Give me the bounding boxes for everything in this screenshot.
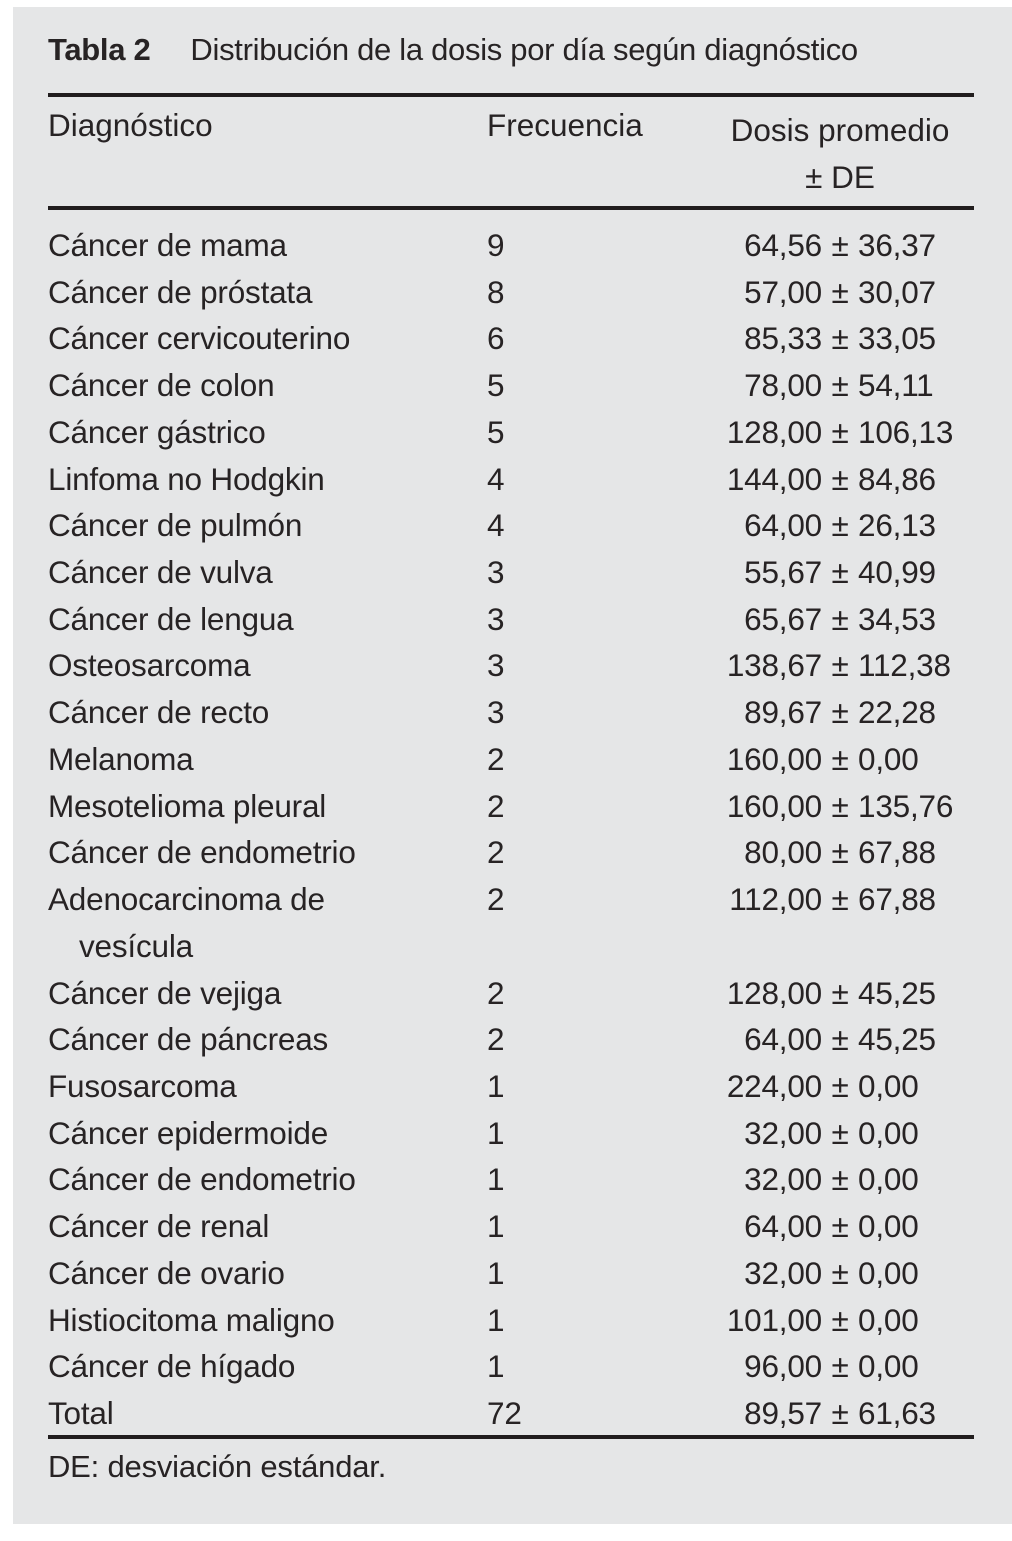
column-header-dosis-line1: Dosis promedio <box>730 112 950 148</box>
cell-dosis-promedio: 32,00 <box>744 1254 822 1291</box>
column-header-frecuencia: Frecuencia <box>487 107 643 143</box>
column-header-diagnostico: Diagnóstico <box>48 107 213 143</box>
cell-dosis-promedio: 57,00 <box>744 273 822 310</box>
cell-desviacion-estandar: 33,05 <box>858 320 936 357</box>
cell-diagnostico: Total <box>48 1394 114 1431</box>
table-number: Tabla 2 <box>48 32 151 67</box>
table-panel <box>13 7 1012 1524</box>
table-row <box>48 549 974 596</box>
cell-desviacion-estandar: 0,00 <box>858 1067 919 1104</box>
table-caption: Distribución de la dosis por día según diagnóstico <box>190 32 858 67</box>
cell-desviacion-estandar: 0,00 <box>858 1114 919 1151</box>
table-row <box>48 1203 974 1250</box>
cell-diagnostico: Cáncer de próstata <box>48 273 313 310</box>
table-footnote: DE: desviación estándar. <box>48 1449 387 1484</box>
cell-dosis-promedio: 78,00 <box>744 367 822 404</box>
cell-plus-minus-sign: ± <box>831 1394 849 1431</box>
cell-desviacion-estandar: 36,37 <box>858 227 936 263</box>
cell-dosis-promedio: 144,00 <box>726 460 822 497</box>
table-row <box>48 1063 974 1110</box>
cell-frecuencia: 5 <box>487 413 505 450</box>
cell-desviacion-estandar: 112,38 <box>858 647 951 684</box>
cell-plus-minus-sign: ± <box>831 787 849 824</box>
cell-plus-minus-sign: ± <box>831 881 849 918</box>
cell-dosis-promedio: 128,00 <box>726 413 822 450</box>
cell-diagnostico: Linfoma no Hodgkin <box>48 460 325 497</box>
cell-plus-minus-sign: ± <box>831 647 849 684</box>
cell-dosis-promedio: 96,00 <box>744 1348 822 1385</box>
cell-diagnostico-line2: vesícula <box>79 927 193 964</box>
cell-frecuencia: 2 <box>487 974 505 1011</box>
table-row <box>48 689 974 736</box>
cell-desviacion-estandar: 45,25 <box>858 974 936 1011</box>
cell-diagnostico: Adenocarcinoma de <box>48 881 325 918</box>
cell-dosis-promedio: 160,00 <box>726 740 822 777</box>
cell-frecuencia: 3 <box>487 554 505 591</box>
cell-diagnostico: Cáncer de hígado <box>48 1348 296 1385</box>
cell-frecuencia: 2 <box>487 834 505 871</box>
cell-diagnostico: Osteosarcoma <box>48 647 251 684</box>
cell-diagnostico: Cáncer de ovario <box>48 1254 285 1291</box>
cell-dosis-promedio: 138,67 <box>726 647 822 684</box>
cell-plus-minus-sign: ± <box>831 740 849 777</box>
cell-dosis-promedio: 65,67 <box>744 600 822 637</box>
cell-plus-minus-sign: ± <box>831 320 849 357</box>
cell-plus-minus-sign: ± <box>831 1114 849 1151</box>
table-row <box>48 1016 974 1063</box>
cell-plus-minus-sign: ± <box>831 1161 849 1198</box>
cell-diagnostico: Cáncer de colon <box>48 367 275 404</box>
cell-diagnostico: Cáncer de lengua <box>48 600 294 637</box>
cell-diagnostico: Melanoma <box>48 740 194 777</box>
rule-below-header <box>48 206 974 210</box>
table-row <box>48 1156 974 1203</box>
table-row <box>48 315 974 362</box>
cell-plus-minus-sign: ± <box>831 834 849 871</box>
cell-diagnostico: Cáncer de renal <box>48 1208 270 1245</box>
cell-diagnostico: Fusosarcoma <box>48 1067 237 1104</box>
cell-frecuencia: 6 <box>487 320 505 357</box>
cell-desviacion-estandar: 67,88 <box>858 881 936 918</box>
cell-dosis-promedio: 89,67 <box>744 694 822 731</box>
table-row <box>48 502 974 549</box>
cell-diagnostico: Cáncer de pulmón <box>48 507 303 544</box>
cell-dosis-promedio: 224,00 <box>726 1067 822 1104</box>
cell-diagnostico: Cáncer de recto <box>48 694 270 731</box>
cell-frecuencia: 3 <box>487 694 505 731</box>
cell-frecuencia: 2 <box>487 1021 505 1058</box>
cell-frecuencia: 1 <box>487 1348 505 1385</box>
cell-frecuencia: 3 <box>487 600 505 637</box>
cell-diagnostico: Cáncer de páncreas <box>48 1021 329 1058</box>
table-row <box>48 783 974 830</box>
column-header-dosis-line2: ± DE <box>805 158 875 195</box>
table-row <box>48 1110 974 1157</box>
table-row <box>48 362 974 409</box>
cell-diagnostico: Cáncer de endometrio <box>48 1161 356 1198</box>
table-row <box>48 1250 974 1297</box>
cell-plus-minus-sign: ± <box>831 1021 849 1058</box>
cell-desviacion-estandar: 40,99 <box>858 554 936 591</box>
cell-frecuencia: 1 <box>487 1301 505 1338</box>
cell-plus-minus-sign: ± <box>831 507 849 544</box>
cell-desviacion-estandar: 26,13 <box>858 507 936 544</box>
cell-frecuencia: 2 <box>487 740 505 777</box>
table-row <box>48 970 974 1017</box>
cell-dosis-promedio: 85,33 <box>744 320 822 357</box>
table-row <box>48 736 974 783</box>
cell-plus-minus-sign: ± <box>831 600 849 637</box>
cell-frecuencia: 9 <box>487 227 505 263</box>
rule-bottom <box>48 1435 974 1439</box>
cell-dosis-promedio: 160,00 <box>726 787 822 824</box>
table-row <box>48 829 974 876</box>
cell-dosis-promedio: 101,00 <box>726 1301 822 1338</box>
cell-dosis-promedio: 64,00 <box>744 507 822 544</box>
table-row <box>48 409 974 456</box>
cell-frecuencia: 8 <box>487 273 505 310</box>
cell-plus-minus-sign: ± <box>831 1301 849 1338</box>
cell-frecuencia: 5 <box>487 367 505 404</box>
cell-dosis-promedio: 64,00 <box>744 1021 822 1058</box>
cell-diagnostico: Histiocitoma maligno <box>48 1301 335 1338</box>
cell-diagnostico: Cáncer gástrico <box>48 413 266 450</box>
cell-desviacion-estandar: 0,00 <box>858 1208 919 1245</box>
table-row-continuation <box>48 923 974 970</box>
cell-plus-minus-sign: ± <box>831 1254 849 1291</box>
cell-desviacion-estandar: 0,00 <box>858 740 919 777</box>
cell-plus-minus-sign: ± <box>831 273 849 310</box>
table-row <box>48 1343 974 1390</box>
cell-frecuencia: 1 <box>487 1208 505 1245</box>
cell-desviacion-estandar: 106,13 <box>858 413 954 450</box>
cell-desviacion-estandar: 84,86 <box>858 460 936 497</box>
cell-plus-minus-sign: ± <box>831 227 849 263</box>
cell-desviacion-estandar: 0,00 <box>858 1301 919 1338</box>
table-row <box>48 642 974 689</box>
cell-plus-minus-sign: ± <box>831 694 849 731</box>
cell-frecuencia: 1 <box>487 1067 505 1104</box>
cell-plus-minus-sign: ± <box>831 1348 849 1385</box>
cell-desviacion-estandar: 0,00 <box>858 1161 919 1198</box>
cell-frecuencia: 1 <box>487 1161 505 1198</box>
cell-frecuencia: 72 <box>487 1394 522 1431</box>
cell-desviacion-estandar: 61,63 <box>858 1394 936 1431</box>
cell-frecuencia: 3 <box>487 647 505 684</box>
cell-plus-minus-sign: ± <box>831 974 849 1011</box>
cell-plus-minus-sign: ± <box>831 413 849 450</box>
cell-diagnostico: Cáncer epidermoide <box>48 1114 329 1151</box>
column-header-dosis-promedio <box>731 107 950 200</box>
cell-frecuencia: 2 <box>487 787 505 824</box>
cell-diagnostico: Cáncer cervicouterino <box>48 320 351 357</box>
cell-diagnostico: Cáncer de endometrio <box>48 834 356 871</box>
cell-frecuencia: 1 <box>487 1254 505 1291</box>
cell-plus-minus-sign: ± <box>831 367 849 404</box>
table-row <box>48 269 974 316</box>
cell-plus-minus-sign: ± <box>831 554 849 591</box>
table-row <box>48 1390 974 1437</box>
table-row <box>48 222 974 269</box>
table-title <box>48 32 988 68</box>
cell-desviacion-estandar: 30,07 <box>858 273 936 310</box>
cell-dosis-promedio: 64,56 <box>744 227 822 263</box>
cell-dosis-promedio: 128,00 <box>726 974 822 1011</box>
cell-desviacion-estandar: 135,76 <box>858 787 954 824</box>
cell-desviacion-estandar: 22,28 <box>858 694 936 731</box>
table-body <box>48 222 974 1437</box>
cell-dosis-promedio: 32,00 <box>744 1114 822 1151</box>
cell-diagnostico: Cáncer de vulva <box>48 554 273 591</box>
cell-frecuencia: 4 <box>487 460 505 497</box>
cell-dosis-promedio: 112,00 <box>729 881 822 918</box>
cell-desviacion-estandar: 0,00 <box>858 1254 919 1291</box>
cell-diagnostico: Mesotelioma pleural <box>48 787 327 824</box>
table-row <box>48 596 974 643</box>
cell-desviacion-estandar: 34,53 <box>858 600 936 637</box>
cell-frecuencia: 2 <box>487 881 505 918</box>
cell-dosis-promedio: 89,57 <box>744 1394 822 1431</box>
rule-below-title <box>48 93 974 97</box>
cell-dosis-promedio: 80,00 <box>744 834 822 871</box>
cell-desviacion-estandar: 45,25 <box>858 1021 936 1058</box>
cell-desviacion-estandar: 67,88 <box>858 834 936 871</box>
cell-diagnostico: Cáncer de mama <box>48 227 287 263</box>
table-row <box>48 876 974 923</box>
cell-dosis-promedio: 32,00 <box>744 1161 822 1198</box>
cell-frecuencia: 4 <box>487 507 505 544</box>
cell-desviacion-estandar: 0,00 <box>858 1348 919 1385</box>
cell-desviacion-estandar: 54,11 <box>858 367 934 404</box>
cell-plus-minus-sign: ± <box>831 1067 849 1104</box>
cell-frecuencia: 1 <box>487 1114 505 1151</box>
cell-diagnostico: Cáncer de vejiga <box>48 974 282 1011</box>
table-row <box>48 1297 974 1344</box>
cell-dosis-promedio: 64,00 <box>744 1208 822 1245</box>
table-row <box>48 456 974 503</box>
cell-plus-minus-sign: ± <box>831 460 849 497</box>
cell-dosis-promedio: 55,67 <box>744 554 822 591</box>
cell-plus-minus-sign: ± <box>831 1208 849 1245</box>
